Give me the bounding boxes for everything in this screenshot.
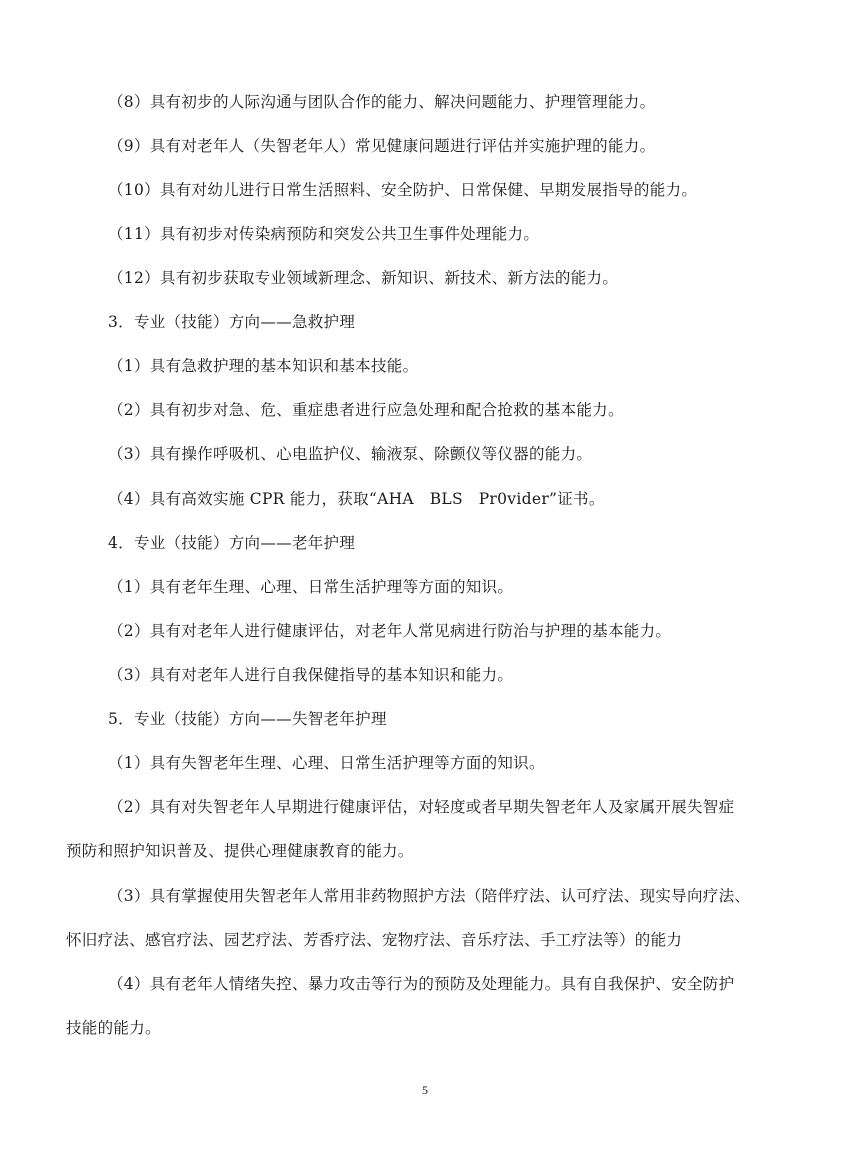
text-line: （10）具有对幼儿进行日常生活照料、安全防护、日常保健、早期发展指导的能力。 <box>108 181 698 199</box>
text-line: （11）具有初步对传染病预防和突发公共卫生事件处理能力。 <box>108 225 540 243</box>
text-line: （8）具有初步的人际沟通与团队合作的能力、解决问题能力、护理管理能力。 <box>108 93 656 111</box>
section-heading: 4．专业（技能）方向——老年护理 <box>108 534 356 552</box>
text-line: 预防和照护知识普及、提供心理健康教育的能力。 <box>66 842 414 860</box>
text-line: 怀旧疗法、感官疗法、园艺疗法、芳香疗法、宠物疗法、音乐疗法、手工疗法等）的能力 <box>66 931 683 949</box>
text-line: （9）具有对老年人（失智老年人）常见健康问题进行评估并实施护理的能力。 <box>108 137 656 155</box>
text-line: （2）具有对老年人进行健康评估，对老年人常见病进行防治与护理的基本能力。 <box>108 622 672 640</box>
text-line: （3）具有掌握使用失智老年人常用非药物照护方法（陪伴疗法、认可疗法、现实导向疗法、 <box>108 887 751 905</box>
text-line: （1）具有失智老年生理、心理、日常生活护理等方面的知识。 <box>108 754 545 772</box>
text-line: （12）具有初步获取专业领域新理念、新知识、新技术、新方法的能力。 <box>108 269 619 287</box>
text-line: （4）具有高效实施 CPR 能力，获取“AHA BLS Pr0vider”证书。 <box>108 490 605 508</box>
text-line: （2）具有对失智老年人早期进行健康评估，对轻度或者早期失智老年人及家属开展失智症 <box>108 798 735 816</box>
text-line: 技能的能力。 <box>66 1019 161 1037</box>
text-line: （2）具有初步对急、危、重症患者进行应急处理和配合抢救的基本能力。 <box>108 401 624 419</box>
page-number: 5 <box>422 1083 428 1097</box>
text-line: （3）具有操作呼吸机、心电监护仪、输液泵、除颤仪等仪器的能力。 <box>108 445 593 463</box>
text-line: （1）具有老年生理、心理、日常生活护理等方面的知识。 <box>108 578 514 596</box>
section-heading: 5．专业（技能）方向——失智老年护理 <box>108 710 387 728</box>
text-line: （4）具有老年人情绪失控、暴力攻击等行为的预防及处理能力。具有自我保护、安全防护 <box>108 975 735 993</box>
section-heading: 3．专业（技能）方向——急救护理 <box>108 313 356 331</box>
text-line: （3）具有对老年人进行自我保健指导的基本知识和能力。 <box>108 666 514 684</box>
text-line: （1）具有急救护理的基本知识和基本技能。 <box>108 357 419 375</box>
